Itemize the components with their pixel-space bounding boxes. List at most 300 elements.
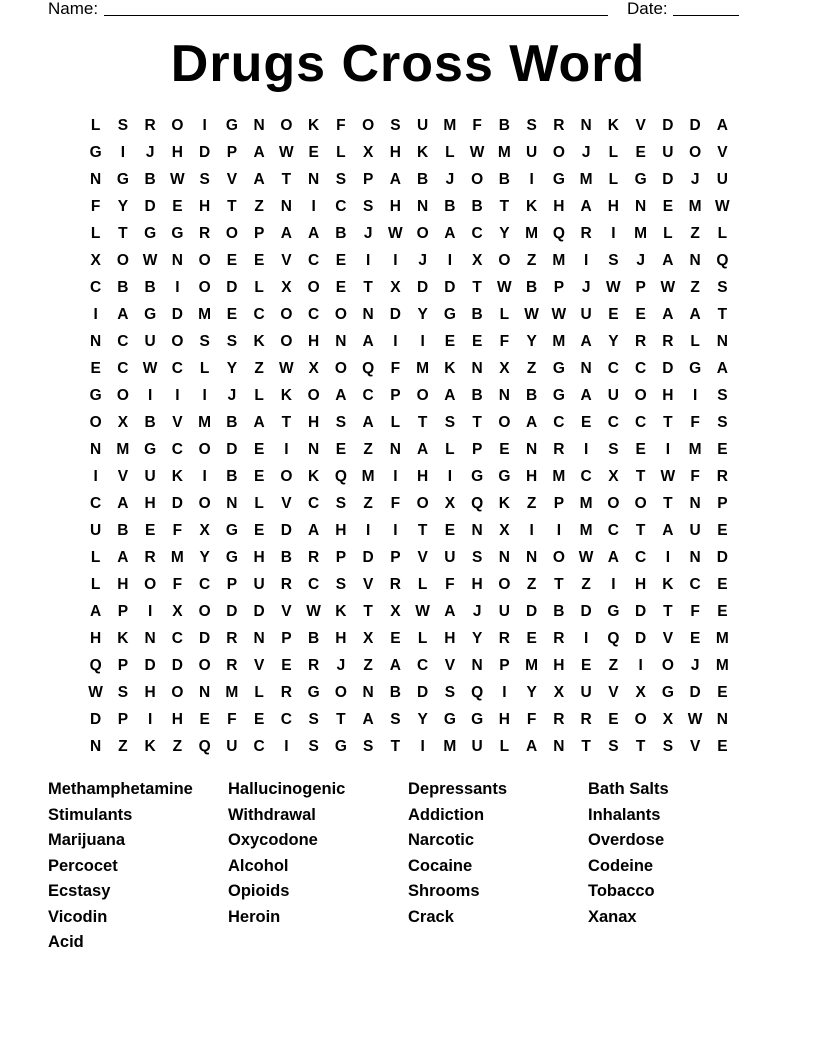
grid-letter[interactable]: E [717, 738, 728, 755]
grid-letter[interactable]: F [390, 360, 401, 377]
grid-letter[interactable]: V [608, 684, 619, 701]
grid-letter[interactable]: M [416, 360, 430, 377]
grid-letter[interactable]: K [253, 333, 265, 350]
grid-letter[interactable]: H [553, 198, 565, 215]
grid-letter[interactable]: L [254, 279, 264, 296]
grid-letter[interactable]: D [635, 603, 647, 620]
grid-letter[interactable]: I [393, 522, 398, 539]
grid-letter[interactable]: I [93, 306, 98, 323]
grid-letter[interactable]: M [525, 657, 539, 674]
grid-letter[interactable]: M [552, 333, 566, 350]
grid-letter[interactable]: I [447, 468, 453, 485]
grid-letter[interactable]: V [417, 549, 428, 566]
grid-letter[interactable]: R [498, 630, 510, 647]
grid-letter[interactable]: P [335, 549, 347, 566]
grid-letter[interactable]: C [308, 306, 320, 323]
grid-letter[interactable]: M [443, 738, 457, 755]
grid-letter[interactable]: L [717, 225, 728, 242]
grid-letter[interactable]: A [526, 738, 538, 755]
grid-letter[interactable]: P [226, 576, 238, 593]
grid-letter[interactable]: T [663, 495, 673, 512]
grid-letter[interactable]: E [335, 279, 347, 296]
grid-letter[interactable]: N [498, 387, 510, 404]
grid-letter[interactable]: W [415, 603, 430, 620]
grid-letter[interactable]: F [90, 198, 101, 215]
grid-letter[interactable]: H [417, 468, 429, 485]
grid-letter[interactable]: U [607, 387, 619, 404]
grid-letter[interactable]: L [90, 225, 101, 242]
grid-letter[interactable]: E [90, 360, 101, 377]
grid-letter[interactable]: G [144, 441, 157, 458]
grid-letter[interactable]: U [580, 306, 592, 323]
grid-letter[interactable]: S [199, 171, 210, 188]
name-blank-line[interactable] [104, 15, 608, 16]
grid-letter[interactable]: W [687, 711, 703, 728]
grid-letter[interactable]: M [198, 414, 212, 431]
grid-letter[interactable]: F [172, 576, 183, 593]
grid-letter[interactable]: P [635, 279, 646, 296]
grid-letter[interactable]: U [417, 117, 429, 134]
grid-letter[interactable]: E [689, 630, 701, 647]
grid-letter[interactable]: U [253, 576, 265, 593]
grid-letter[interactable]: F [472, 117, 482, 134]
grid-letter[interactable]: S [226, 333, 238, 350]
grid-letter[interactable]: Z [363, 495, 373, 512]
grid-letter[interactable]: W [142, 360, 158, 377]
grid-letter[interactable]: G [334, 738, 347, 755]
grid-letter[interactable]: O [362, 117, 375, 134]
grid-letter[interactable]: B [471, 306, 483, 323]
grid-letter[interactable]: R [199, 225, 211, 242]
grid-letter[interactable]: N [226, 495, 238, 512]
grid-letter[interactable]: I [393, 333, 398, 350]
grid-letter[interactable]: G [307, 684, 320, 701]
grid-letter[interactable]: E [253, 522, 265, 539]
grid-letter[interactable]: E [662, 198, 674, 215]
grid-letter[interactable]: E [608, 306, 619, 323]
grid-letter[interactable]: E [499, 441, 510, 458]
grid-letter[interactable]: W [388, 225, 403, 242]
grid-letter[interactable]: D [716, 549, 728, 566]
grid-letter[interactable]: B [144, 171, 156, 188]
grid-letter[interactable]: N [471, 657, 483, 674]
grid-letter[interactable]: T [118, 225, 128, 242]
grid-letter[interactable]: X [471, 252, 483, 269]
grid-letter[interactable]: B [526, 387, 538, 404]
grid-letter[interactable]: S [362, 198, 374, 215]
grid-letter[interactable]: E [253, 252, 265, 269]
grid-letter[interactable]: W [524, 306, 539, 323]
grid-letter[interactable]: S [335, 171, 347, 188]
grid-letter[interactable]: L [336, 144, 346, 161]
grid-letter[interactable]: R [308, 549, 320, 566]
grid-letter[interactable]: A [526, 414, 538, 431]
grid-letter[interactable]: N [471, 522, 483, 539]
grid-letter[interactable]: C [417, 657, 429, 674]
grid-letter[interactable]: K [144, 738, 156, 755]
grid-letter[interactable]: I [393, 252, 398, 269]
grid-letter[interactable]: Z [690, 279, 700, 296]
grid-letter[interactable]: S [308, 738, 319, 755]
grid-letter[interactable]: I [665, 441, 671, 458]
grid-letter[interactable]: N [280, 198, 292, 215]
grid-letter[interactable]: D [199, 144, 211, 161]
grid-letter[interactable]: D [226, 441, 238, 458]
grid-letter[interactable]: I [311, 198, 316, 215]
grid-letter[interactable]: W [142, 252, 158, 269]
grid-letter[interactable]: Y [526, 333, 537, 350]
grid-letter[interactable]: W [660, 279, 676, 296]
grid-letter[interactable]: S [308, 711, 319, 728]
grid-letter[interactable]: O [198, 279, 211, 296]
grid-letter[interactable]: S [662, 738, 674, 755]
grid-letter[interactable]: A [253, 414, 265, 431]
grid-letter[interactable]: K [171, 468, 183, 485]
grid-letter[interactable]: R [144, 117, 156, 134]
grid-letter[interactable]: V [717, 144, 728, 161]
grid-letter[interactable]: E [635, 441, 646, 458]
grid-letter[interactable]: F [336, 117, 346, 134]
grid-letter[interactable]: O [280, 468, 293, 485]
grid-letter[interactable]: W [279, 360, 294, 377]
grid-letter[interactable]: M [361, 468, 375, 485]
grid-letter[interactable]: D [662, 360, 674, 377]
grid-letter[interactable]: N [580, 360, 592, 377]
grid-letter[interactable]: H [144, 684, 156, 701]
grid-letter[interactable]: G [443, 306, 456, 323]
grid-letter[interactable]: N [498, 549, 510, 566]
grid-letter[interactable]: T [417, 414, 428, 431]
grid-letter[interactable]: A [308, 522, 320, 539]
grid-letter[interactable]: G [471, 711, 484, 728]
grid-letter[interactable]: C [171, 441, 183, 458]
grid-letter[interactable]: E [608, 711, 619, 728]
grid-letter[interactable]: O [89, 414, 102, 431]
grid-letter[interactable]: E [444, 522, 456, 539]
grid-letter[interactable]: O [280, 117, 293, 134]
grid-letter[interactable]: U [471, 738, 483, 755]
grid-letter[interactable]: T [281, 171, 292, 188]
grid-letter[interactable]: E [580, 414, 592, 431]
grid-letter[interactable]: E [335, 252, 347, 269]
grid-letter[interactable]: O [198, 252, 211, 269]
grid-letter[interactable]: S [717, 387, 728, 404]
grid-letter[interactable]: O [280, 333, 293, 350]
grid-letter[interactable]: P [253, 225, 265, 242]
grid-letter[interactable]: H [308, 414, 320, 431]
grid-letter[interactable]: F [499, 333, 510, 350]
grid-letter[interactable]: I [665, 549, 671, 566]
grid-letter[interactable]: O [416, 495, 429, 512]
grid-letter[interactable]: D [444, 279, 456, 296]
grid-letter[interactable]: J [418, 252, 427, 269]
grid-letter[interactable]: C [171, 360, 183, 377]
grid-letter[interactable]: A [662, 252, 674, 269]
grid-letter[interactable]: X [199, 522, 210, 539]
grid-letter[interactable]: A [607, 549, 619, 566]
grid-letter[interactable]: E [717, 576, 728, 593]
grid-letter[interactable]: N [635, 198, 647, 215]
grid-letter[interactable]: T [363, 603, 373, 620]
grid-letter[interactable]: E [635, 306, 646, 323]
grid-letter[interactable]: M [715, 630, 729, 647]
grid-letter[interactable]: G [171, 225, 184, 242]
grid-letter[interactable]: E [526, 630, 537, 647]
grid-letter[interactable]: J [445, 171, 455, 188]
grid-letter[interactable]: I [556, 522, 562, 539]
grid-letter[interactable]: I [529, 522, 534, 539]
grid-letter[interactable]: Z [172, 738, 183, 755]
grid-letter[interactable]: J [336, 657, 346, 674]
grid-letter[interactable]: R [553, 117, 565, 134]
grid-letter[interactable]: B [226, 468, 238, 485]
grid-letter[interactable]: Z [254, 360, 264, 377]
grid-letter[interactable]: K [498, 495, 510, 512]
grid-letter[interactable]: E [253, 711, 265, 728]
grid-letter[interactable]: D [635, 630, 647, 647]
grid-letter[interactable]: L [254, 684, 264, 701]
grid-letter[interactable]: K [417, 144, 429, 161]
grid-letter[interactable]: H [662, 387, 674, 404]
grid-letter[interactable]: E [717, 441, 728, 458]
grid-letter[interactable]: I [529, 171, 534, 188]
grid-letter[interactable]: F [227, 711, 237, 728]
grid-letter[interactable]: I [175, 279, 180, 296]
grid-letter[interactable]: D [226, 279, 238, 296]
grid-letter[interactable]: D [171, 495, 183, 512]
grid-letter[interactable]: O [198, 441, 211, 458]
grid-letter[interactable]: E [635, 144, 646, 161]
grid-letter[interactable]: E [308, 144, 319, 161]
grid-letter[interactable]: R [280, 684, 292, 701]
grid-letter[interactable]: W [551, 306, 567, 323]
grid-letter[interactable]: V [253, 657, 265, 674]
grid-letter[interactable]: N [553, 738, 565, 755]
grid-letter[interactable]: W [606, 279, 621, 296]
grid-letter[interactable]: T [227, 198, 237, 215]
grid-letter[interactable]: A [662, 306, 674, 323]
grid-letter[interactable]: R [662, 333, 674, 350]
grid-letter[interactable]: D [144, 198, 156, 215]
grid-letter[interactable]: X [499, 360, 510, 377]
grid-letter[interactable]: I [120, 144, 126, 161]
grid-letter[interactable]: N [417, 198, 429, 215]
grid-letter[interactable]: Z [526, 252, 537, 269]
grid-letter[interactable]: G [552, 387, 565, 404]
grid-letter[interactable]: N [362, 306, 374, 323]
grid-letter[interactable]: O [661, 657, 674, 674]
grid-letter[interactable]: S [717, 414, 728, 431]
grid-letter[interactable]: N [526, 549, 538, 566]
grid-letter[interactable]: K [607, 117, 619, 134]
grid-letter[interactable]: U [662, 144, 674, 161]
grid-letter[interactable]: H [90, 630, 102, 647]
grid-letter[interactable]: R [635, 333, 647, 350]
grid-letter[interactable]: T [363, 279, 373, 296]
grid-letter[interactable]: E [253, 441, 265, 458]
grid-letter[interactable]: M [688, 198, 702, 215]
grid-letter[interactable]: N [389, 441, 401, 458]
grid-letter[interactable]: N [716, 333, 728, 350]
grid-letter[interactable]: B [471, 387, 483, 404]
grid-letter[interactable]: G [89, 144, 102, 161]
grid-letter[interactable]: X [90, 252, 101, 269]
grid-letter[interactable]: P [717, 495, 728, 512]
grid-letter[interactable]: W [497, 279, 512, 296]
grid-letter[interactable]: G [498, 468, 511, 485]
grid-letter[interactable]: T [663, 414, 673, 431]
grid-letter[interactable]: M [443, 117, 457, 134]
grid-letter[interactable]: I [365, 522, 371, 539]
grid-letter[interactable]: V [281, 495, 292, 512]
grid-letter[interactable]: Y [499, 225, 510, 242]
grid-letter[interactable]: R [553, 711, 565, 728]
grid-letter[interactable]: X [281, 279, 292, 296]
grid-letter[interactable]: E [335, 441, 347, 458]
grid-letter[interactable]: V [689, 738, 701, 755]
grid-letter[interactable]: C [362, 387, 374, 404]
grid-letter[interactable]: B [117, 522, 129, 539]
grid-letter[interactable]: G [634, 171, 647, 188]
grid-letter[interactable]: I [692, 387, 698, 404]
grid-letter[interactable]: F [445, 576, 455, 593]
grid-letter[interactable]: A [117, 306, 129, 323]
grid-letter[interactable]: Q [471, 495, 484, 512]
grid-letter[interactable]: O [198, 495, 211, 512]
grid-letter[interactable]: Y [199, 549, 210, 566]
grid-letter[interactable]: Z [526, 495, 537, 512]
grid-letter[interactable]: I [147, 603, 153, 620]
grid-letter[interactable]: X [444, 495, 456, 512]
grid-letter[interactable]: H [171, 711, 183, 728]
grid-letter[interactable]: S [362, 738, 374, 755]
grid-letter[interactable]: A [716, 360, 728, 377]
grid-letter[interactable]: B [280, 549, 292, 566]
grid-letter[interactable]: O [498, 252, 511, 269]
grid-letter[interactable]: H [199, 198, 211, 215]
grid-letter[interactable]: S [608, 252, 619, 269]
grid-letter[interactable]: T [472, 279, 482, 296]
grid-letter[interactable]: S [471, 549, 483, 566]
grid-letter[interactable]: I [175, 387, 180, 404]
grid-letter[interactable]: M [688, 441, 702, 458]
grid-letter[interactable]: T [390, 738, 401, 755]
grid-letter[interactable]: E [390, 630, 401, 647]
grid-letter[interactable]: U [226, 738, 238, 755]
grid-letter[interactable]: K [526, 198, 538, 215]
grid-letter[interactable]: G [471, 468, 484, 485]
grid-letter[interactable]: O [689, 144, 702, 161]
grid-letter[interactable]: N [90, 171, 102, 188]
grid-letter[interactable]: I [583, 441, 589, 458]
grid-letter[interactable]: S [526, 117, 537, 134]
grid-letter[interactable]: O [171, 117, 184, 134]
grid-letter[interactable]: E [226, 306, 238, 323]
grid-letter[interactable]: O [607, 495, 620, 512]
grid-letter[interactable]: O [634, 711, 647, 728]
grid-letter[interactable]: S [444, 684, 456, 701]
grid-letter[interactable]: N [144, 630, 156, 647]
grid-letter[interactable]: D [389, 306, 401, 323]
grid-letter[interactable]: Q [334, 468, 347, 485]
grid-letter[interactable]: N [471, 360, 483, 377]
grid-letter[interactable]: I [93, 468, 98, 485]
grid-letter[interactable]: W [715, 198, 730, 215]
grid-letter[interactable]: H [144, 495, 156, 512]
grid-letter[interactable]: V [362, 576, 374, 593]
grid-letter[interactable]: P [117, 711, 129, 728]
grid-letter[interactable]: W [578, 549, 594, 566]
grid-letter[interactable]: G [607, 603, 620, 620]
grid-letter[interactable]: B [226, 414, 238, 431]
grid-letter[interactable]: B [471, 198, 483, 215]
grid-letter[interactable]: I [202, 468, 207, 485]
grid-letter[interactable]: N [253, 630, 265, 647]
grid-letter[interactable]: I [420, 738, 425, 755]
grid-letter[interactable]: E [199, 711, 210, 728]
grid-letter[interactable]: F [390, 495, 401, 512]
grid-letter[interactable]: I [583, 630, 589, 647]
grid-letter[interactable]: M [525, 225, 539, 242]
grid-letter[interactable]: Z [581, 576, 591, 593]
grid-letter[interactable]: X [608, 468, 619, 485]
grid-letter[interactable]: V [281, 252, 292, 269]
grid-letter[interactable]: L [690, 333, 700, 350]
grid-letter[interactable]: O [171, 333, 184, 350]
grid-letter[interactable]: M [198, 306, 212, 323]
grid-letter[interactable]: I [447, 252, 453, 269]
grid-letter[interactable]: L [90, 576, 101, 593]
grid-letter[interactable]: A [362, 414, 374, 431]
grid-letter[interactable]: U [526, 144, 538, 161]
grid-letter[interactable]: G [144, 306, 157, 323]
grid-letter[interactable]: N [308, 441, 320, 458]
grid-letter[interactable]: S [335, 414, 347, 431]
grid-letter[interactable]: G [552, 360, 565, 377]
grid-letter[interactable]: V [226, 171, 238, 188]
grid-letter[interactable]: Q [607, 630, 620, 647]
grid-letter[interactable]: E [172, 198, 183, 215]
grid-letter[interactable]: M [225, 684, 239, 701]
grid-letter[interactable]: X [362, 630, 374, 647]
grid-letter[interactable]: U [444, 549, 456, 566]
grid-letter[interactable]: V [444, 657, 456, 674]
grid-letter[interactable]: K [117, 630, 129, 647]
grid-letter[interactable]: I [638, 657, 643, 674]
grid-letter[interactable]: S [117, 684, 129, 701]
date-blank-line[interactable] [673, 15, 739, 16]
grid-letter[interactable]: T [663, 603, 673, 620]
grid-letter[interactable]: W [88, 684, 103, 701]
grid-letter[interactable]: P [499, 657, 510, 674]
grid-letter[interactable]: W [170, 171, 185, 188]
grid-letter[interactable]: B [498, 117, 510, 134]
grid-letter[interactable]: J [636, 252, 645, 269]
grid-letter[interactable]: T [717, 306, 728, 323]
grid-letter[interactable]: B [526, 279, 538, 296]
grid-letter[interactable]: U [498, 603, 510, 620]
grid-letter[interactable]: R [553, 630, 565, 647]
grid-letter[interactable]: L [90, 549, 101, 566]
grid-letter[interactable]: D [199, 630, 211, 647]
grid-letter[interactable]: D [144, 657, 156, 674]
grid-letter[interactable]: O [334, 306, 347, 323]
grid-letter[interactable]: W [279, 144, 294, 161]
grid-letter[interactable]: A [335, 387, 347, 404]
grid-letter[interactable]: P [362, 171, 374, 188]
grid-letter[interactable]: D [689, 684, 701, 701]
grid-letter[interactable]: V [662, 630, 674, 647]
